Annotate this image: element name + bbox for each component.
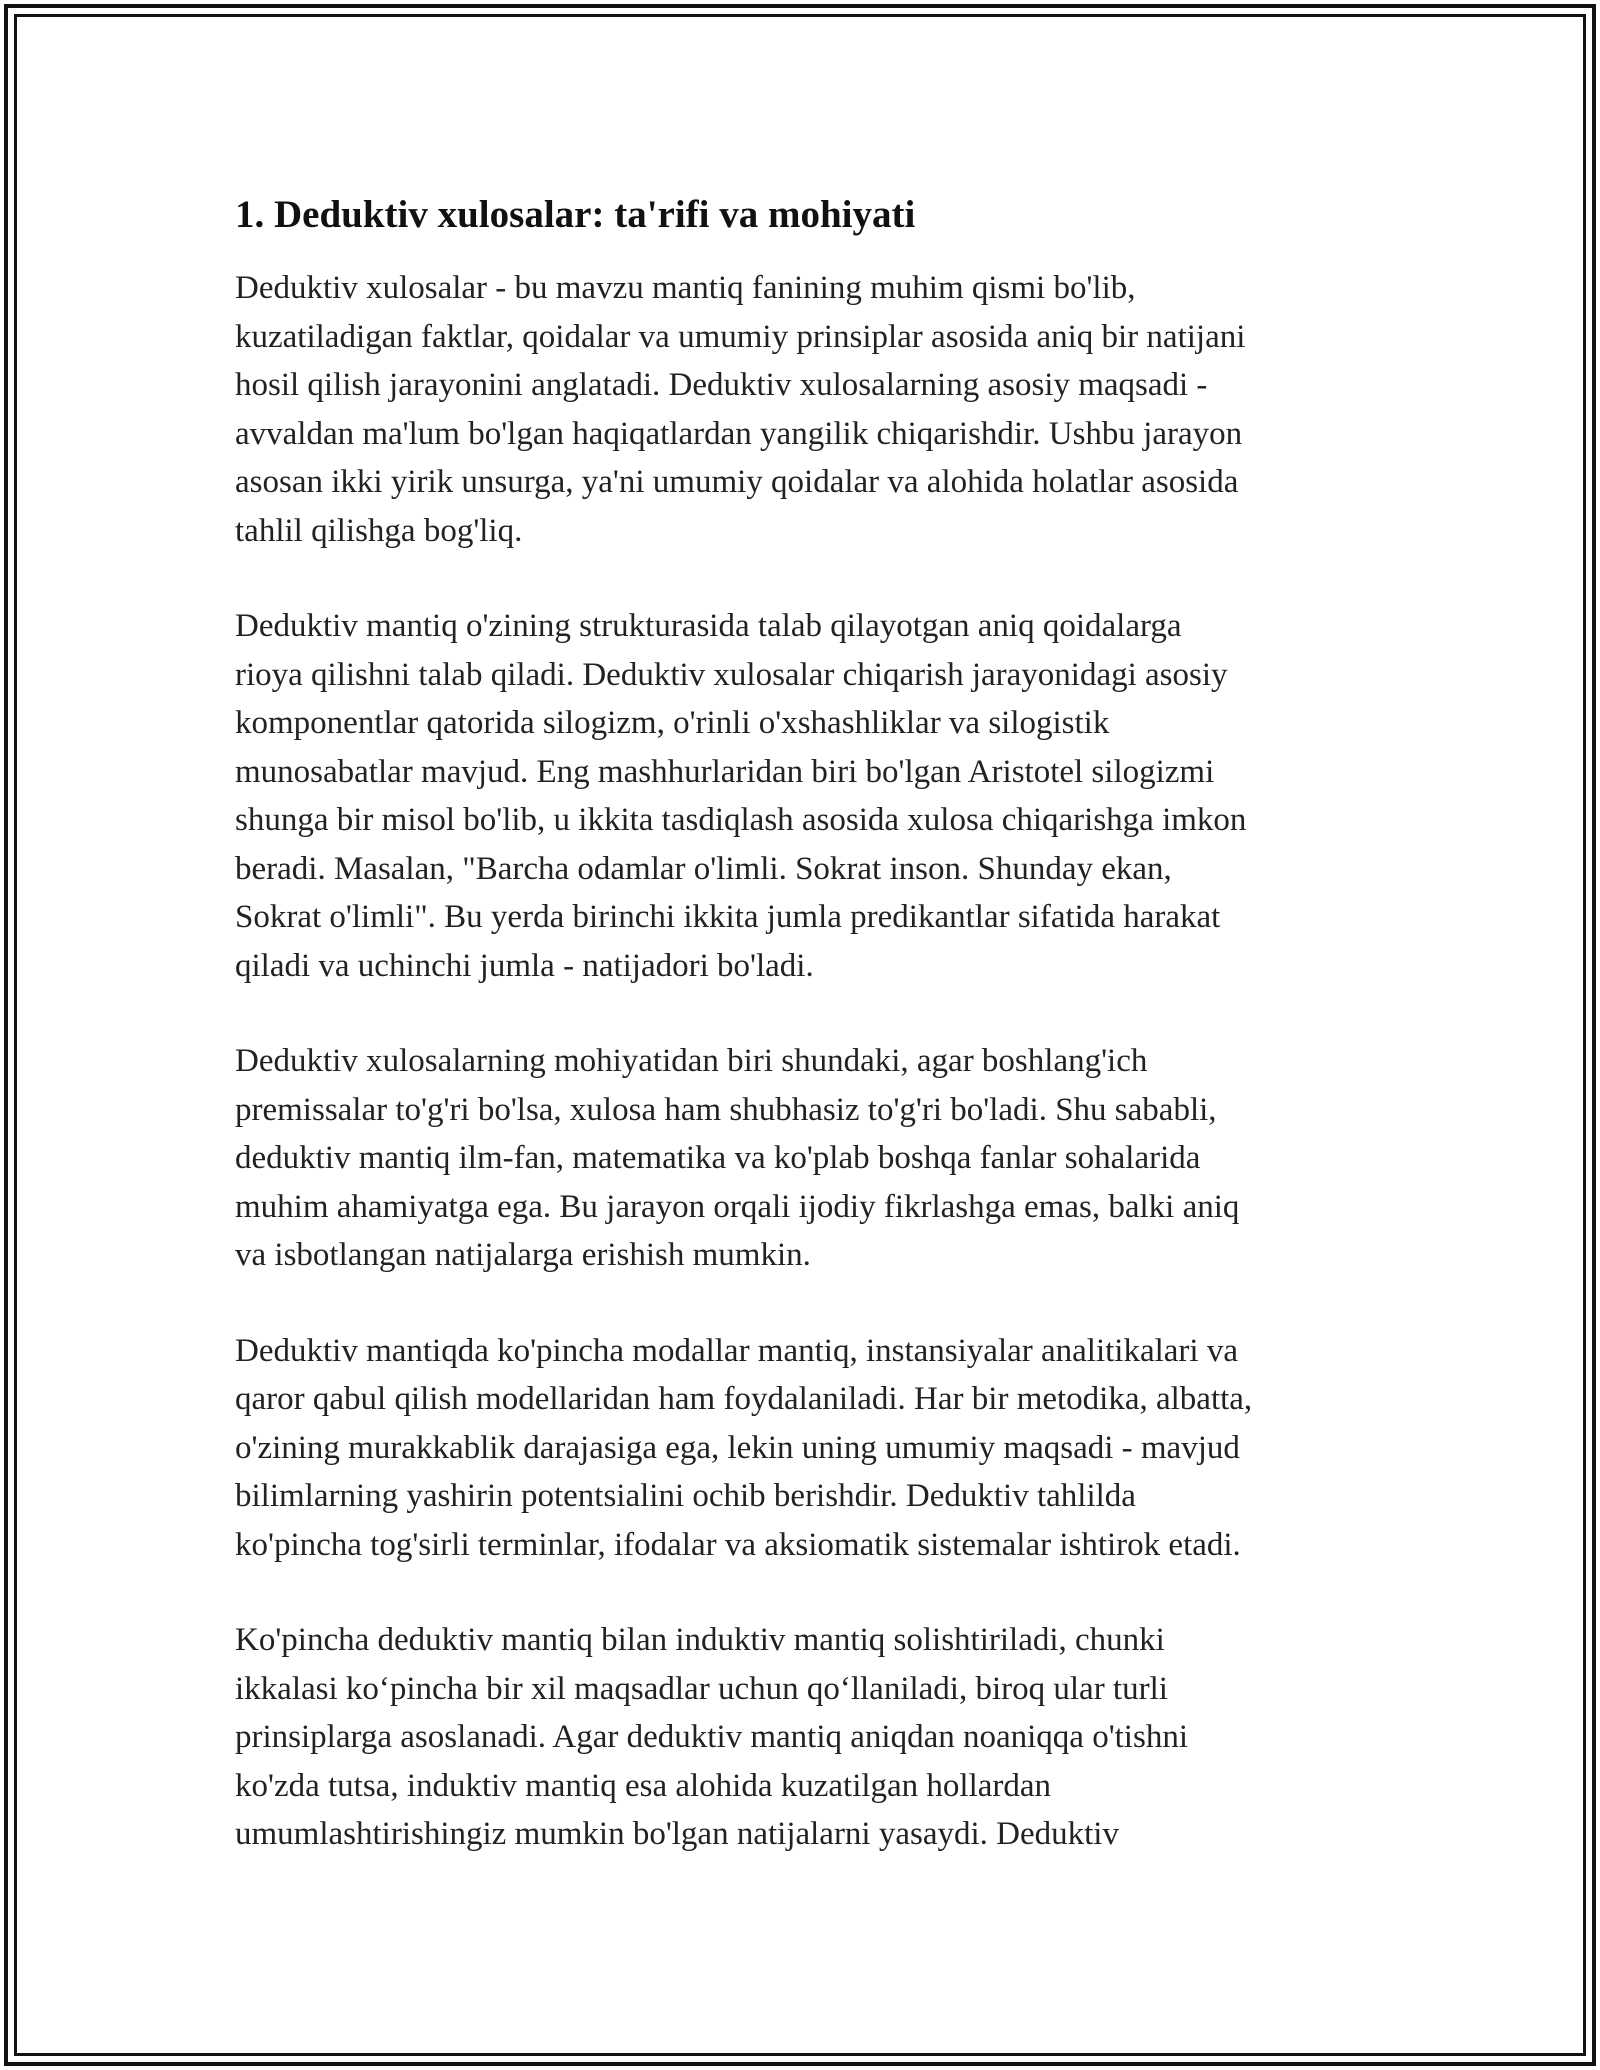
paragraph-line: ikkalasi ko‘pincha bir xil maqsadlar uchun qo‘llaniladi, biroq ular turli xyxy=(235,1670,1168,1707)
paragraph-3 xyxy=(235,1037,1375,1280)
paragraph-line: ko'zda tutsa, induktiv mantiq esa alohida kuzatilgan hollardan xyxy=(235,1767,1052,1804)
paragraph-2 xyxy=(235,602,1375,990)
paragraph-line: umumlashtirishingiz mumkin bo'lgan natijalarni yasaydi. Deduktiv xyxy=(235,1816,1119,1852)
paragraph-line: premissalar to'g'ri bo'lsa, xulosa ham shubhasiz to'g'ri bo'ladi. Shu sababli, xyxy=(235,1091,1217,1128)
section-heading: 1. Deduktiv xulosalar: ta'rifi va mohiyati xyxy=(235,193,916,236)
paragraph-4 xyxy=(235,1327,1375,1570)
paragraph-line: qaror qabul qilish modellaridan ham foydalaniladi. Har bir metodika, albatta, xyxy=(235,1381,1253,1417)
document-body xyxy=(235,184,1375,1859)
paragraph-line: hosil qilish jarayonini anglatadi. Deduktiv xulosalarning asosiy maqsadi - xyxy=(235,367,1208,403)
paragraph-line: beradi. Masalan, "Barcha odamlar o'limli. Sokrat inson. Shunday ekan, xyxy=(235,850,1172,887)
paragraph-line: Deduktiv xulosalarning mohiyatidan biri shundaki, agar boshlang'ich xyxy=(235,1043,1148,1079)
paragraph-line: muhim ahamiyatga ega. Bu jarayon orqali ijodiy fikrlashga emas, balki aniq xyxy=(235,1188,1240,1225)
paragraph-line: rioya qilishni talab qiladi. Deduktiv xulosalar chiqarish jarayonidagi asosiy xyxy=(235,656,1228,693)
paragraph-line: Sokrat o'limli". Bu yerda birinchi ikkita jumla predikantlar sifatida harakat xyxy=(235,899,1221,935)
paragraph-line: Deduktiv mantiqda ko'pincha modallar mantiq, instansiyalar analitikalari va xyxy=(235,1332,1238,1369)
paragraph-1 xyxy=(235,264,1375,555)
paragraph-line: kuzatiladigan faktlar, qoidalar va umumiy prinsiplar asosida aniq bir natijani xyxy=(235,318,1246,355)
paragraph-line: deduktiv mantiq ilm-fan, matematika va ko'plab boshqa fanlar sohalarida xyxy=(235,1140,1201,1176)
paragraph-line: tahlil qilishga bog'liq. xyxy=(235,512,523,549)
paragraph-line: Deduktiv xulosalar - bu mavzu mantiq fanining muhim qismi bo'lib, xyxy=(235,270,1136,306)
paragraph-line: komponentlar qatorida silogizm, o'rinli o'xshashliklar va silogistik xyxy=(235,705,1110,741)
paragraph-line: munosabatlar mavjud. Eng mashhurlaridan biri bo'lgan Aristotel silogizmi xyxy=(235,753,1215,790)
paragraph-line: qiladi va uchinchi jumla - natijadori bo'ladi. xyxy=(235,947,814,984)
paragraph-line: shunga bir misol bo'lib, u ikkita tasdiqlash asosida xulosa chiqarishga imkon xyxy=(235,802,1247,838)
paragraph-line: Deduktiv mantiq o'zining strukturasida talab qilayotgan aniq qoidalarga xyxy=(235,608,1182,644)
paragraph-line: ko'pincha tog'sirli terminlar, ifodalar va aksiomatik sistemalar ishtirok etadi. xyxy=(235,1526,1241,1563)
paragraph-line: avvaldan ma'lum bo'lgan haqiqatlardan yangilik chiqarishdir. Ushbu jarayon xyxy=(235,415,1243,452)
paragraph-line: va isbotlangan natijalarga erishish mumkin. xyxy=(235,1237,811,1273)
paragraph-line: prinsiplarga asoslanadi. Agar deduktiv mantiq aniqdan noaniqqa o'tishni xyxy=(235,1719,1188,1755)
paragraph-line: bilimlarning yashirin potentsialini ochib berishdir. Deduktiv tahlilda xyxy=(235,1478,1136,1514)
paragraph-line: Ko'pincha deduktiv mantiq bilan induktiv mantiq solishtiriladi, chunki xyxy=(235,1622,1165,1658)
paragraph-5 xyxy=(235,1616,1375,1859)
paragraph-line: o'zining murakkablik darajasiga ega, lekin uning umumiy maqsadi - mavjud xyxy=(235,1429,1240,1466)
paragraph-line: asosan ikki yirik unsurga, ya'ni umumiy qoidalar va alohida holatlar asosida xyxy=(235,464,1239,500)
